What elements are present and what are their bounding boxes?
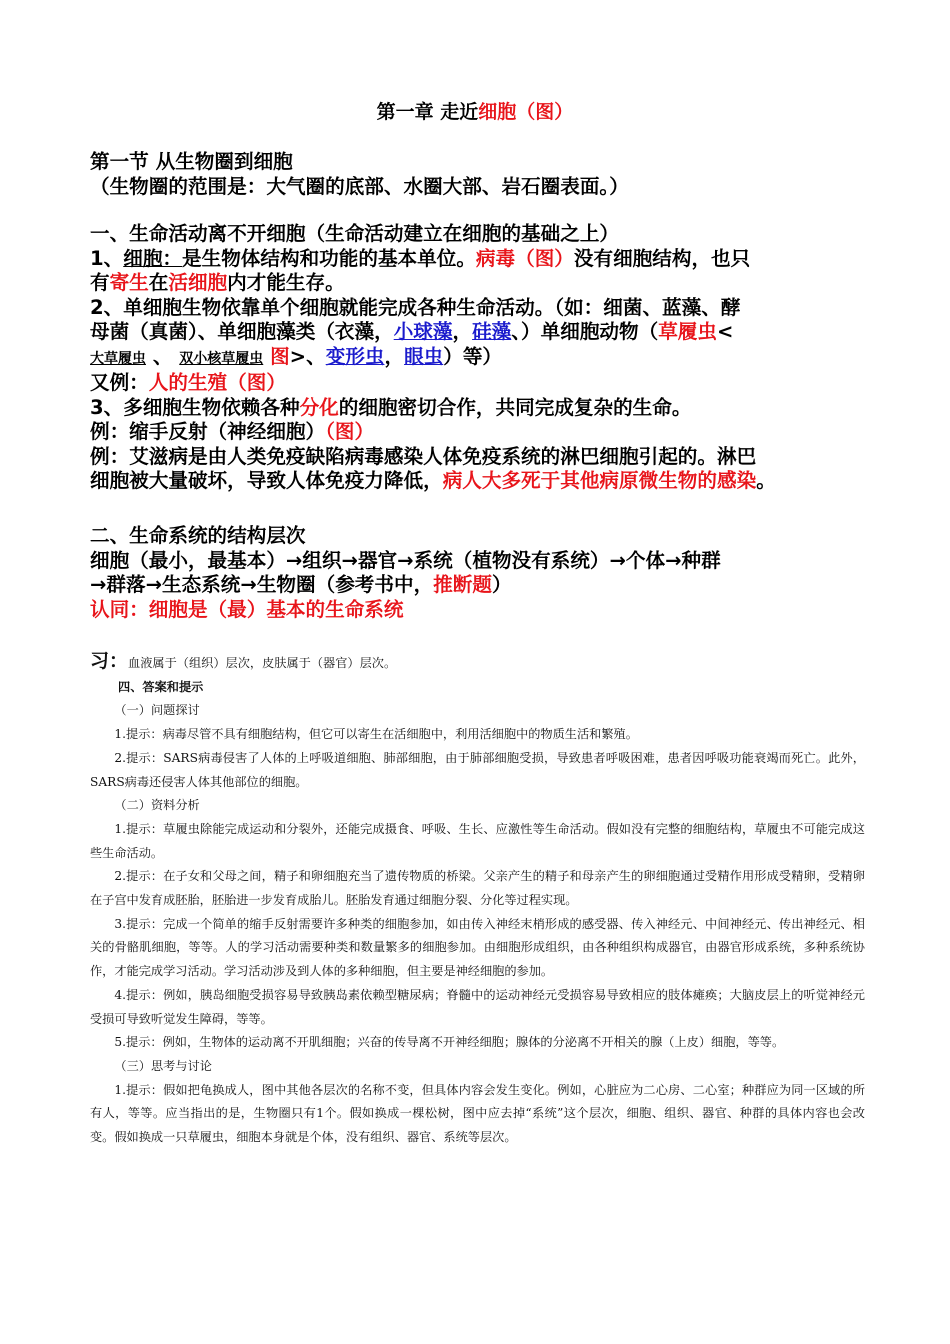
line-unicellular: 2、单细胞生物依靠单个细胞就能完成各种生命活动。（如：细菌、蓝藻、酵 <box>90 295 741 319</box>
chapter-title: 第一章 走近细胞（图） <box>376 101 574 123</box>
recognition-line: 认同：细胞是（最）基本的生命系统 <box>90 597 404 621</box>
diatom-link[interactable]: 硅藻 <box>472 320 512 343</box>
big-paramecium-link[interactable]: 大草履虫 <box>90 350 146 367</box>
answer-paragraph: 2.提示：SARS病毒侵害了人体的上呼吸道细胞、肺部细胞，由于肺部细胞受损，导致患者呼吸困难，患者因呼吸功能衰竭而死亡。此外，SARS病毒还侵害人体其他部位的细胞。 <box>90 750 865 789</box>
answer-paragraph: 2.提示：在子女和父母之间，精子和卵细胞充当了遗传物质的桥梁。父亲产生的精子和母亲产生的卵细胞通过受精作用形成受精卵，受精卵在子宫中发育成胚胎，胚胎进一步发育成胎儿。胚胎发育通过细胞分裂、分化等过程实现。 <box>90 869 865 908</box>
part-2-heading: 二、生命系统的结构层次 <box>90 524 306 547</box>
subsection-data-analysis: （二）资料分析 <box>114 798 200 813</box>
line-unicellular-examples: 母菌（真菌）、单细胞藻类（衣藻，小球藻，硅藻、）单细胞动物（草履虫< <box>90 320 734 343</box>
hierarchy-line-1: 细胞（最小，最基本）→组织→器官→系统（植物没有系统）→个体→种群 <box>90 548 721 572</box>
answer-paragraph: 1.提示：假如把龟换成人，图中其他各层次的名称不变，但具体内容会发生变化。例如，心脏应为二心房、二心室；种群应为同一区域的所有人，等等。应当指出的是，生物圈只有1个。假如换成一棵松树，图中应去掉“系统”这个层次，细胞、组织、器官、种群的具体内容也会改变。假如换成一只草履虫，细胞本身就是个体，没有组织、器官、系统等层次。 <box>90 1082 865 1145</box>
part-1-heading: 一、生命活动离不开细胞（生命活动建立在细胞的基础之上） <box>90 222 620 245</box>
chapter-title-link[interactable]: 细胞（图） <box>478 101 574 123</box>
euglena-link[interactable]: 眼虫 <box>404 344 444 368</box>
answers-heading: 四、答案和提示 <box>118 679 204 694</box>
exercise-line: 习：血液属于（组织）层次，皮肤属于（器官）层次。 <box>90 650 397 672</box>
line-aids-1: 例：艾滋病是由人类免疫缺陷病毒感染人体免疫系统的淋巴细胞引起的。淋巴 <box>90 444 757 468</box>
answer-paragraph: 3.提示：完成一个简单的缩手反射需要许多种类的细胞参加，如由传入神经末梢形成的感受器、传入神经元、中间神经元、传出神经元、相关的骨骼肌细胞，等等。人的学习活动需要种类和数量繁多的细胞参加。由细胞形成组织，由各种组织构成器官，由器官形成系统，多种系统协作，才能完成学习活动。学习活动涉及到人体的多种细胞，但主要是神经细胞的参加。 <box>90 916 865 979</box>
section-1 <box>90 150 890 199</box>
answer-paragraph: 1.提示：病毒尽管不具有细胞结构，但它可以寄生在活细胞中，利用活细胞中的物质生活和繁殖。 <box>114 727 638 742</box>
virus-figure-link[interactable]: 病毒（图） <box>475 246 574 270</box>
reflex-figure-link[interactable]: （图） <box>325 420 375 443</box>
answers-section <box>90 650 865 1150</box>
reproduction-figure-link[interactable]: 人的生殖（图） <box>148 371 286 394</box>
part-2 <box>90 524 890 622</box>
chlorella-link[interactable]: 小球藻 <box>393 320 453 343</box>
line-parasitic: 有寄生在活细胞内才能生存。 <box>90 271 345 294</box>
double-nucleus-paramecium-link[interactable]: 双小核草履虫 <box>179 350 264 367</box>
line-reflex-example: 例：缩手反射（神经细胞）（图） <box>90 420 375 443</box>
line-multicellular: 3、多细胞生物依赖各种分化的细胞密切合作，共同完成复杂的生命。 <box>90 395 692 419</box>
amoeba-link[interactable]: 变形虫 <box>325 344 385 368</box>
line-aids-2: 细胞被大量破坏，导致人体免疫力降低，病人大多死于其他病原微生物的感染。 <box>90 469 776 492</box>
hierarchy-line-2: →群落→生态系统→生物圈（参考书中，推断题） <box>90 573 512 596</box>
part-1 <box>90 222 890 494</box>
answer-paragraph: 1.提示：草履虫除能完成运动和分裂外，还能完成摄食、呼吸、生长、应激性等生命活动。假如没有完整的细胞结构，草履虫不可能完成这些生命活动。 <box>90 821 865 860</box>
subsection-problem-discussion: （一）问题探讨 <box>114 703 200 718</box>
answer-paragraph: 5.提示：例如，生物体的运动离不开肌细胞；兴奋的传导离不开神经细胞；腺体的分泌离不开相关的腺（上皮）细胞，等等。 <box>114 1035 785 1050</box>
section-1-heading: 第一节 从生物圈到细胞 <box>90 150 293 173</box>
line-reproduction-example: 又例：人的生殖（图） <box>90 371 286 394</box>
paramecium-link[interactable]: 草履虫 <box>658 320 717 343</box>
subsection-thinking-discussion: （三）思考与讨论 <box>114 1058 212 1073</box>
answer-paragraph: 4.提示：例如，胰岛细胞受损容易导致胰岛素依赖型糖尿病；脊髓中的运动神经元受损容易导致相应的肢体瘫痪；大脑皮层上的听觉神经元受损可导致听觉发生障碍，等等。 <box>90 987 865 1026</box>
paramecium-figure-link[interactable]: 图 <box>270 344 290 368</box>
line-paramecium-types: 大草履虫 、 双小核草履虫 图>、变形虫，眼虫）等） <box>90 344 503 368</box>
line-cell-definition: 1、细胞：是生物体结构和功能的基本单位。病毒（图）没有细胞结构，也只 <box>90 246 751 270</box>
biosphere-range: （生物圈的范围是：大气圈的底部、水圈大部、岩石圈表面。） <box>90 174 629 198</box>
